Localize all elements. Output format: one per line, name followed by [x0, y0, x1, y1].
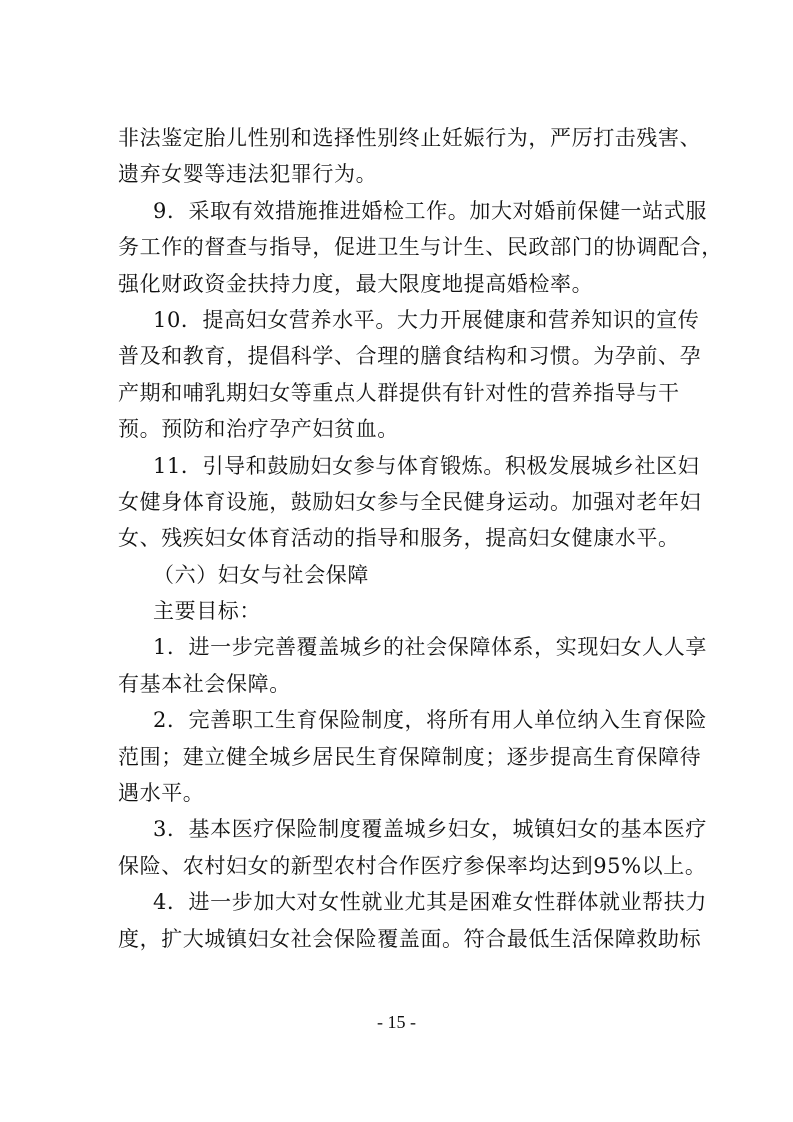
text-line: 产期和哺乳期妇女等重点人群提供有针对性的营养指导与干 — [118, 380, 680, 405]
text-line: 4．进一步加大对女性就业尤其是困难女性群体就业帮扶力 — [153, 890, 707, 915]
text-line: 预。预防和治疗孕产妇贫血。 — [118, 417, 399, 442]
text-line: 范围；建立健全城乡居民生育保障制度；逐步提高生育保障待 — [118, 744, 702, 769]
body-text — [118, 120, 723, 957]
text-line: 11．引导和鼓励妇女参与体育锻炼。积极发展城乡社区妇 — [153, 453, 700, 478]
text-line: 女、残疾妇女体育活动的指导和服务，提高妇女健康水平。 — [118, 526, 680, 551]
text-line: 3．基本医疗保险制度覆盖城乡妇女，城镇妇女的基本医疗 — [153, 817, 707, 842]
section-heading: （六）妇女与社会保障 — [153, 562, 369, 587]
text-line: 保险、农村妇女的新型农村合作医疗参保率均达到95%以上。 — [118, 853, 707, 878]
text-line: 1．进一步完善覆盖城乡的社会保障体系，实现妇女人人享 — [153, 635, 707, 660]
text-line: 女健身体育设施，鼓励妇女参与全民健身运动。加强对老年妇 — [118, 489, 702, 514]
text-line: 度，扩大城镇妇女社会保险覆盖面。符合最低生活保障救助标 — [118, 926, 702, 951]
text-line: 强化财政资金扶持力度，最大限度地提高婚检率。 — [118, 271, 594, 296]
text-line: 9．采取有效措施推进婚检工作。加大对婚前保健一站式服 — [153, 198, 707, 223]
subsection-heading: 主要目标： — [153, 599, 261, 624]
text-line: 遇水平。 — [118, 781, 205, 806]
text-line: 普及和教育，提倡科学、合理的膳食结构和习惯。为孕前、孕 — [118, 344, 702, 369]
text-line: 务工作的督查与指导，促进卫生与计生、民政部门的协调配合， — [118, 235, 723, 260]
text-line: 10．提高妇女营养水平。大力开展健康和营养知识的宣传 — [153, 307, 700, 332]
text-line: 有基本社会保障。 — [118, 671, 291, 696]
page-number: - 15 - — [377, 1012, 416, 1032]
text-line: 非法鉴定胎儿性别和选择性别终止妊娠行为，严厉打击残害、 — [118, 126, 702, 150]
text-line: 遗弃女婴等违法犯罪行为。 — [118, 162, 378, 187]
text-line: 2．完善职工生育保险制度，将所有用人单位纳入生育保险 — [153, 708, 707, 733]
